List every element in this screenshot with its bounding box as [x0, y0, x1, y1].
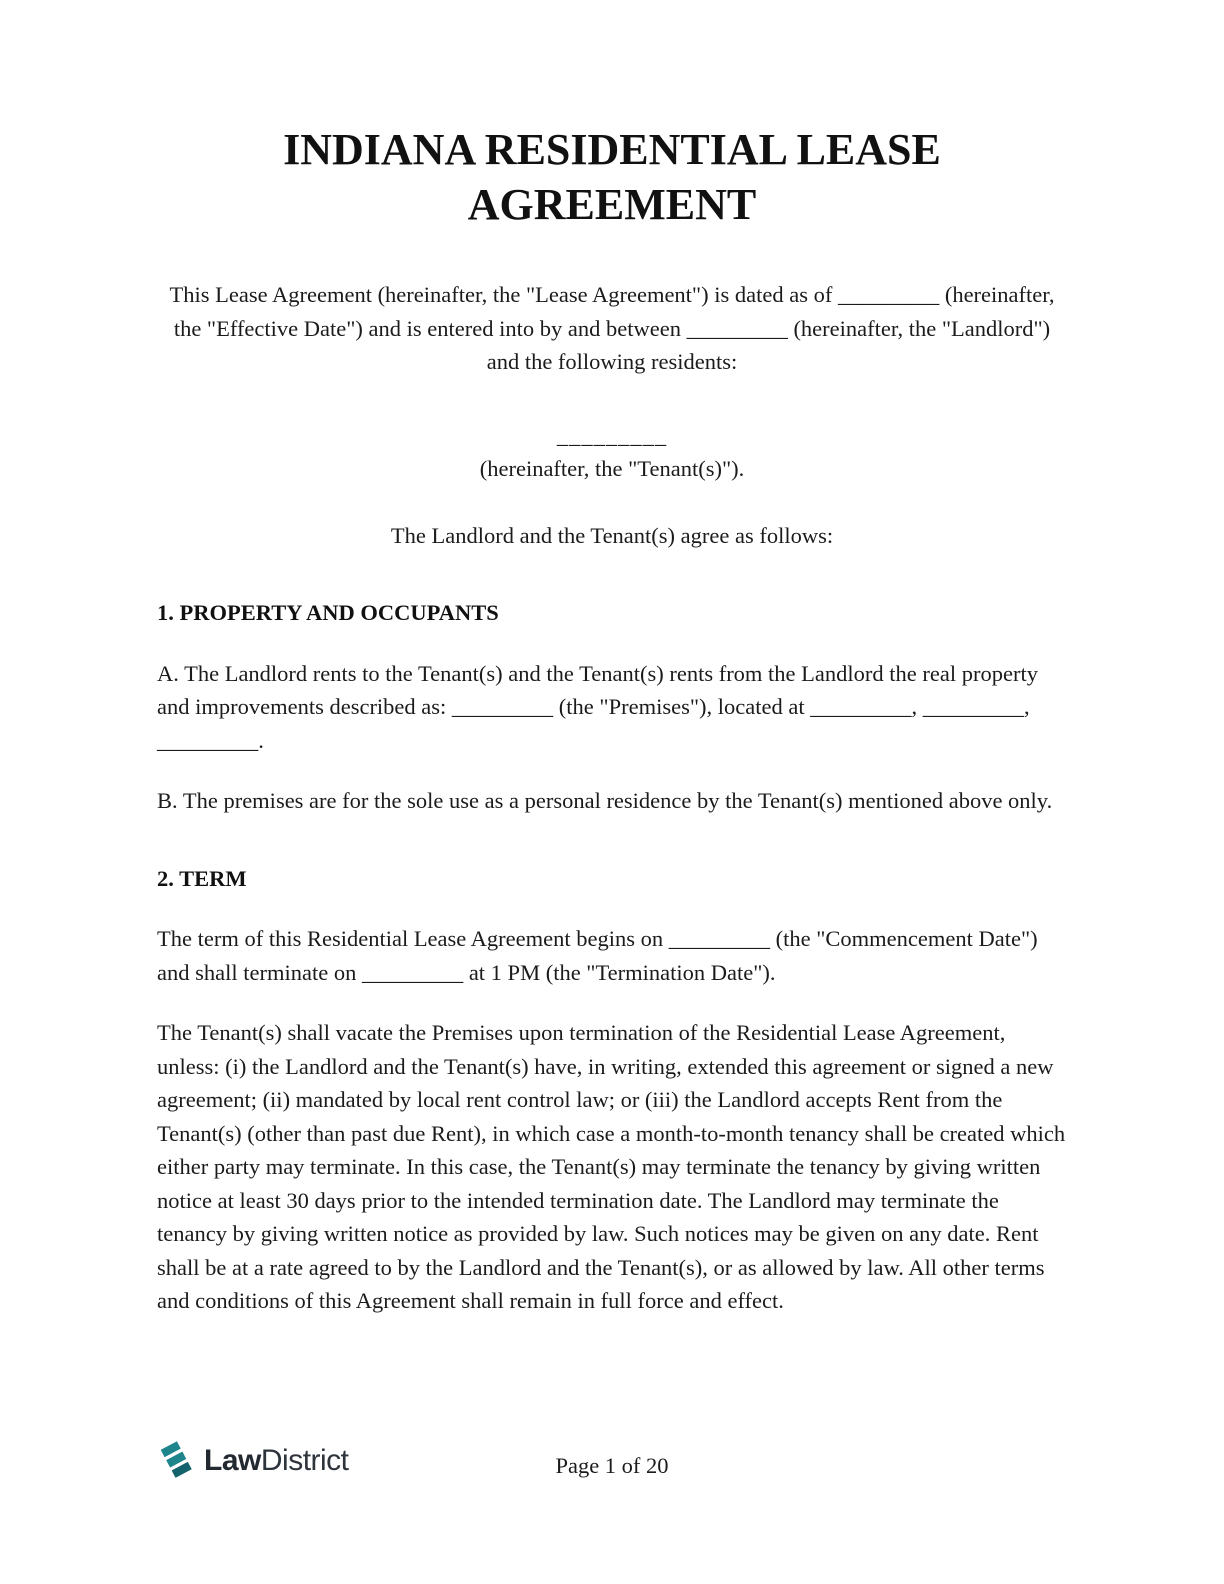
intro-paragraph: This Lease Agreement (hereinafter, the "Lease Agreement") is dated as of _________ (hereinafter, the "Effective Date") and is entered into by and between _________ (hereinafter, the "Landlord") and the following residents: — [169, 282, 1055, 374]
clause-property-a: A. The Landlord rents to the Tenant(s) and the Tenant(s) rents from the Landlord the real property and improvements described as: _________ (the "Premises"), located at _________, _________, _________. — [157, 660, 1038, 753]
term-dates-paragraph: The term of this Residential Lease Agreement begins on _________ (the "Commencement Date") and shall terminate on _________ at 1 PM (the "Termination Date"). — [157, 926, 1038, 985]
agreement-lead-in: The Landlord and the Tenant(s) agree as follows: — [390, 522, 834, 548]
tenant-name-blank: _________ — [556, 422, 668, 448]
logo-district-text: District — [260, 1444, 349, 1478]
clause-property-b: B. The premises are for the sole use as a personal residence by the Tenant(s) mentioned above only. — [157, 788, 1053, 813]
section-heading-term: 2. TERM — [157, 865, 247, 891]
term-vacate-paragraph: The Tenant(s) shall vacate the Premises upon termination of the Residential Lease Agreement, unless: (i) the Landlord and the Tenant(s) have, in writing, extended this agreement or signed a new agreement; (ii) mandated by local rent control law; or (iii) the Landlord accepts Rent from the Tenant(s) (other than past due Rent), in which case a month-to-month tenancy shall be created which either party may terminate. In this case, the Tenant(s) may terminate the tenancy by giving written notice at least 30 days prior to the intended termination date. The Landlord may terminate the tenancy by giving written notice as provided by law. Such notices may be given on any date. Rent shall be at a rate agreed to by the Landlord and the Tenant(s), or as allowed by law. All other terms and conditions of this Agreement shall remain in full force and effect. — [157, 1020, 1066, 1313]
section-heading-property-and-occupants: 1. PROPERTY AND OCCUPANTS — [157, 600, 499, 625]
document-content — [0, 122, 1224, 1318]
document-title: INDIANA RESIDENTIAL LEASE AGREEMENT — [283, 125, 941, 229]
page-footer — [0, 1438, 1224, 1494]
page-number: Page 1 of 20 — [555, 1453, 669, 1478]
logo-law-text: Law — [204, 1444, 261, 1478]
tenant-designation-line: (hereinafter, the "Tenant(s)"). — [479, 456, 745, 481]
